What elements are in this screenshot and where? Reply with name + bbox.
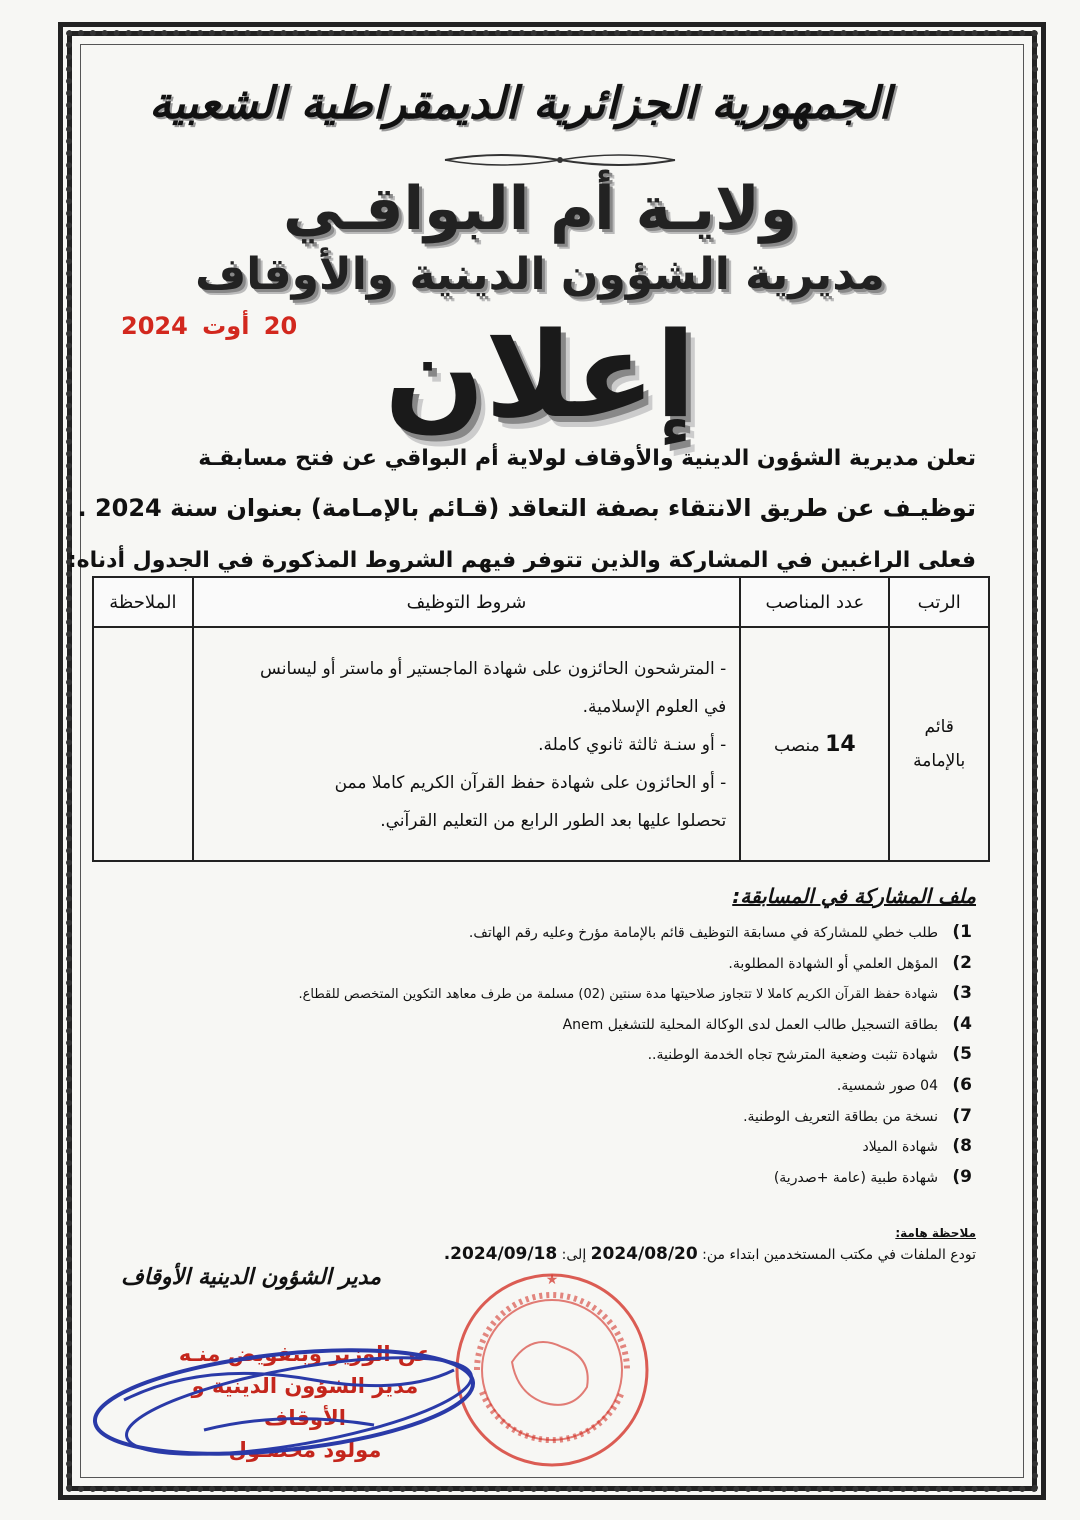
condition-line: في العلوم الإسلامية.	[582, 697, 727, 717]
item-text: شهادة تثبت وضعية المترشح تجاه الخدمة الوطنية..	[647, 1047, 938, 1064]
list-item	[112, 983, 972, 1014]
conditions-cell	[193, 627, 741, 861]
rank-cell	[889, 627, 989, 861]
item-text: شهادة حفظ القرآن الكريم كاملا لا تتجاوز صلاحيتها مدة سنتين (02) مسلمة من طرف معاهد التكوين المتخصص للقطاع.	[298, 987, 938, 1003]
intro-line-2: توظيـف عن طريق الانتقاء بصفة التعاقد (قـائم بالإمـامة) بعنوان سنة 2024 .	[77, 494, 976, 522]
signature-line-2: مدير الشؤون الدينية و الأوقاف	[191, 1374, 419, 1430]
note-body	[444, 1244, 976, 1264]
item-text: نسخة من بطاقة التعريف الوطنية.	[743, 1108, 938, 1125]
file-section-title: ملف المشاركة في المسابقة:	[732, 884, 976, 908]
item-number: 2)	[952, 952, 972, 973]
required-documents-list	[112, 922, 972, 1197]
table-row	[93, 627, 989, 861]
item-number: 3)	[952, 983, 972, 1004]
list-item	[112, 1044, 972, 1075]
list-item	[112, 1075, 972, 1106]
signature-line-1: عن الوزير وبتفويض منـه	[178, 1342, 432, 1366]
table-header-row	[93, 577, 989, 627]
directorate-header: مديرية الشؤون الدينية والأوقاف	[195, 249, 885, 300]
note-title: ملاحظة هامة:	[895, 1226, 976, 1240]
date-year: 2024	[121, 312, 188, 340]
header-posts: عدد المناصب	[740, 577, 889, 627]
list-item	[112, 922, 972, 953]
condition-line: - أو سنـة ثالثة ثانوي كاملة.	[538, 735, 727, 755]
header-conditions: شروط التوظيف	[193, 577, 741, 627]
ornament-divider	[440, 150, 680, 170]
item-text: شهادة طبية (عامة +صدرية)	[773, 1169, 938, 1186]
item-number: 4)	[952, 1013, 972, 1034]
date-day: 20	[263, 312, 298, 340]
intro-line-3: فعلى الراغبين في المشاركة والذين تتوفر فيهم الشروط المذكورة في الجدول أدناه:	[67, 548, 976, 573]
note-cell	[93, 627, 193, 861]
posts-label: منصب	[774, 735, 820, 756]
item-number: 7)	[952, 1105, 972, 1126]
svg-text:★: ★	[545, 1272, 559, 1288]
header-rank: الرتب	[889, 577, 989, 627]
header-note: الملاحظة	[93, 577, 193, 627]
posts-number: 14	[825, 731, 856, 757]
list-item	[112, 1014, 972, 1045]
announcement-title: إعلان	[384, 306, 696, 444]
list-item	[112, 1167, 972, 1198]
rank-line-1: قائم	[924, 717, 954, 737]
handwritten-signature	[84, 1340, 484, 1470]
item-text: المؤهل العلمي أو الشهادة المطلوبة.	[728, 955, 938, 972]
list-item	[112, 1136, 972, 1167]
condition-line: - المترشحون الحائزون على شهادة الماجستير أو ماستر أو ليسانس	[260, 659, 727, 679]
positions-table	[92, 576, 990, 862]
wilaya-header: ولايـة أم البواقـي	[283, 174, 797, 244]
republic-header: الجمهورية الجزائرية الديمقراطية الشعبية	[149, 78, 891, 129]
posts-cell	[740, 627, 889, 861]
condition-line: - أو الحائزون على شهادة حفظ القرآن الكريم كاملا ممن	[334, 773, 727, 793]
rank-line-2: بالإمامة	[913, 751, 966, 771]
note-to-word: إلى:	[561, 1247, 587, 1263]
list-item	[112, 1106, 972, 1137]
date-month: أوت	[202, 312, 250, 340]
item-number: 1)	[952, 922, 972, 942]
list-item	[112, 953, 972, 984]
conditions-list	[195, 642, 739, 846]
item-text: طلب خطي للمشاركة في مسابقة التوظيف قائم بالإمامة مؤرخ وعليه رقم الهاتف.	[468, 925, 938, 941]
director-title: مدير الشؤون الدينية الأوقاف	[120, 1264, 382, 1290]
item-text: بطاقة التسجيل طالب العمل لدى الوكالة المحلية للتشغيل Anem	[562, 1016, 938, 1033]
note-from-date: 2024/08/20	[590, 1244, 698, 1264]
item-number: 8)	[952, 1136, 972, 1157]
condition-line: تحصلوا عليها بعد الطور الرابع من التعليم القرآني.	[380, 811, 727, 831]
item-number: 5)	[952, 1044, 972, 1065]
note-to-date: 2024/09/18.	[443, 1244, 558, 1264]
item-number: 9)	[952, 1166, 972, 1187]
item-text: شهادة الميلاد	[862, 1139, 938, 1156]
signature-line-3: مولود محصـول	[228, 1438, 382, 1462]
item-number: 6)	[952, 1074, 972, 1095]
item-text: 04 صور شمسية.	[836, 1077, 938, 1094]
intro-line-1: تعلن مديرية الشؤون الدينية والأوقاف لولاية أم البواقي عن فتح مسابقـة	[198, 446, 976, 471]
note-prefix: تودع الملفات في مكتب المستخدمين ابتداء من:	[702, 1247, 976, 1263]
